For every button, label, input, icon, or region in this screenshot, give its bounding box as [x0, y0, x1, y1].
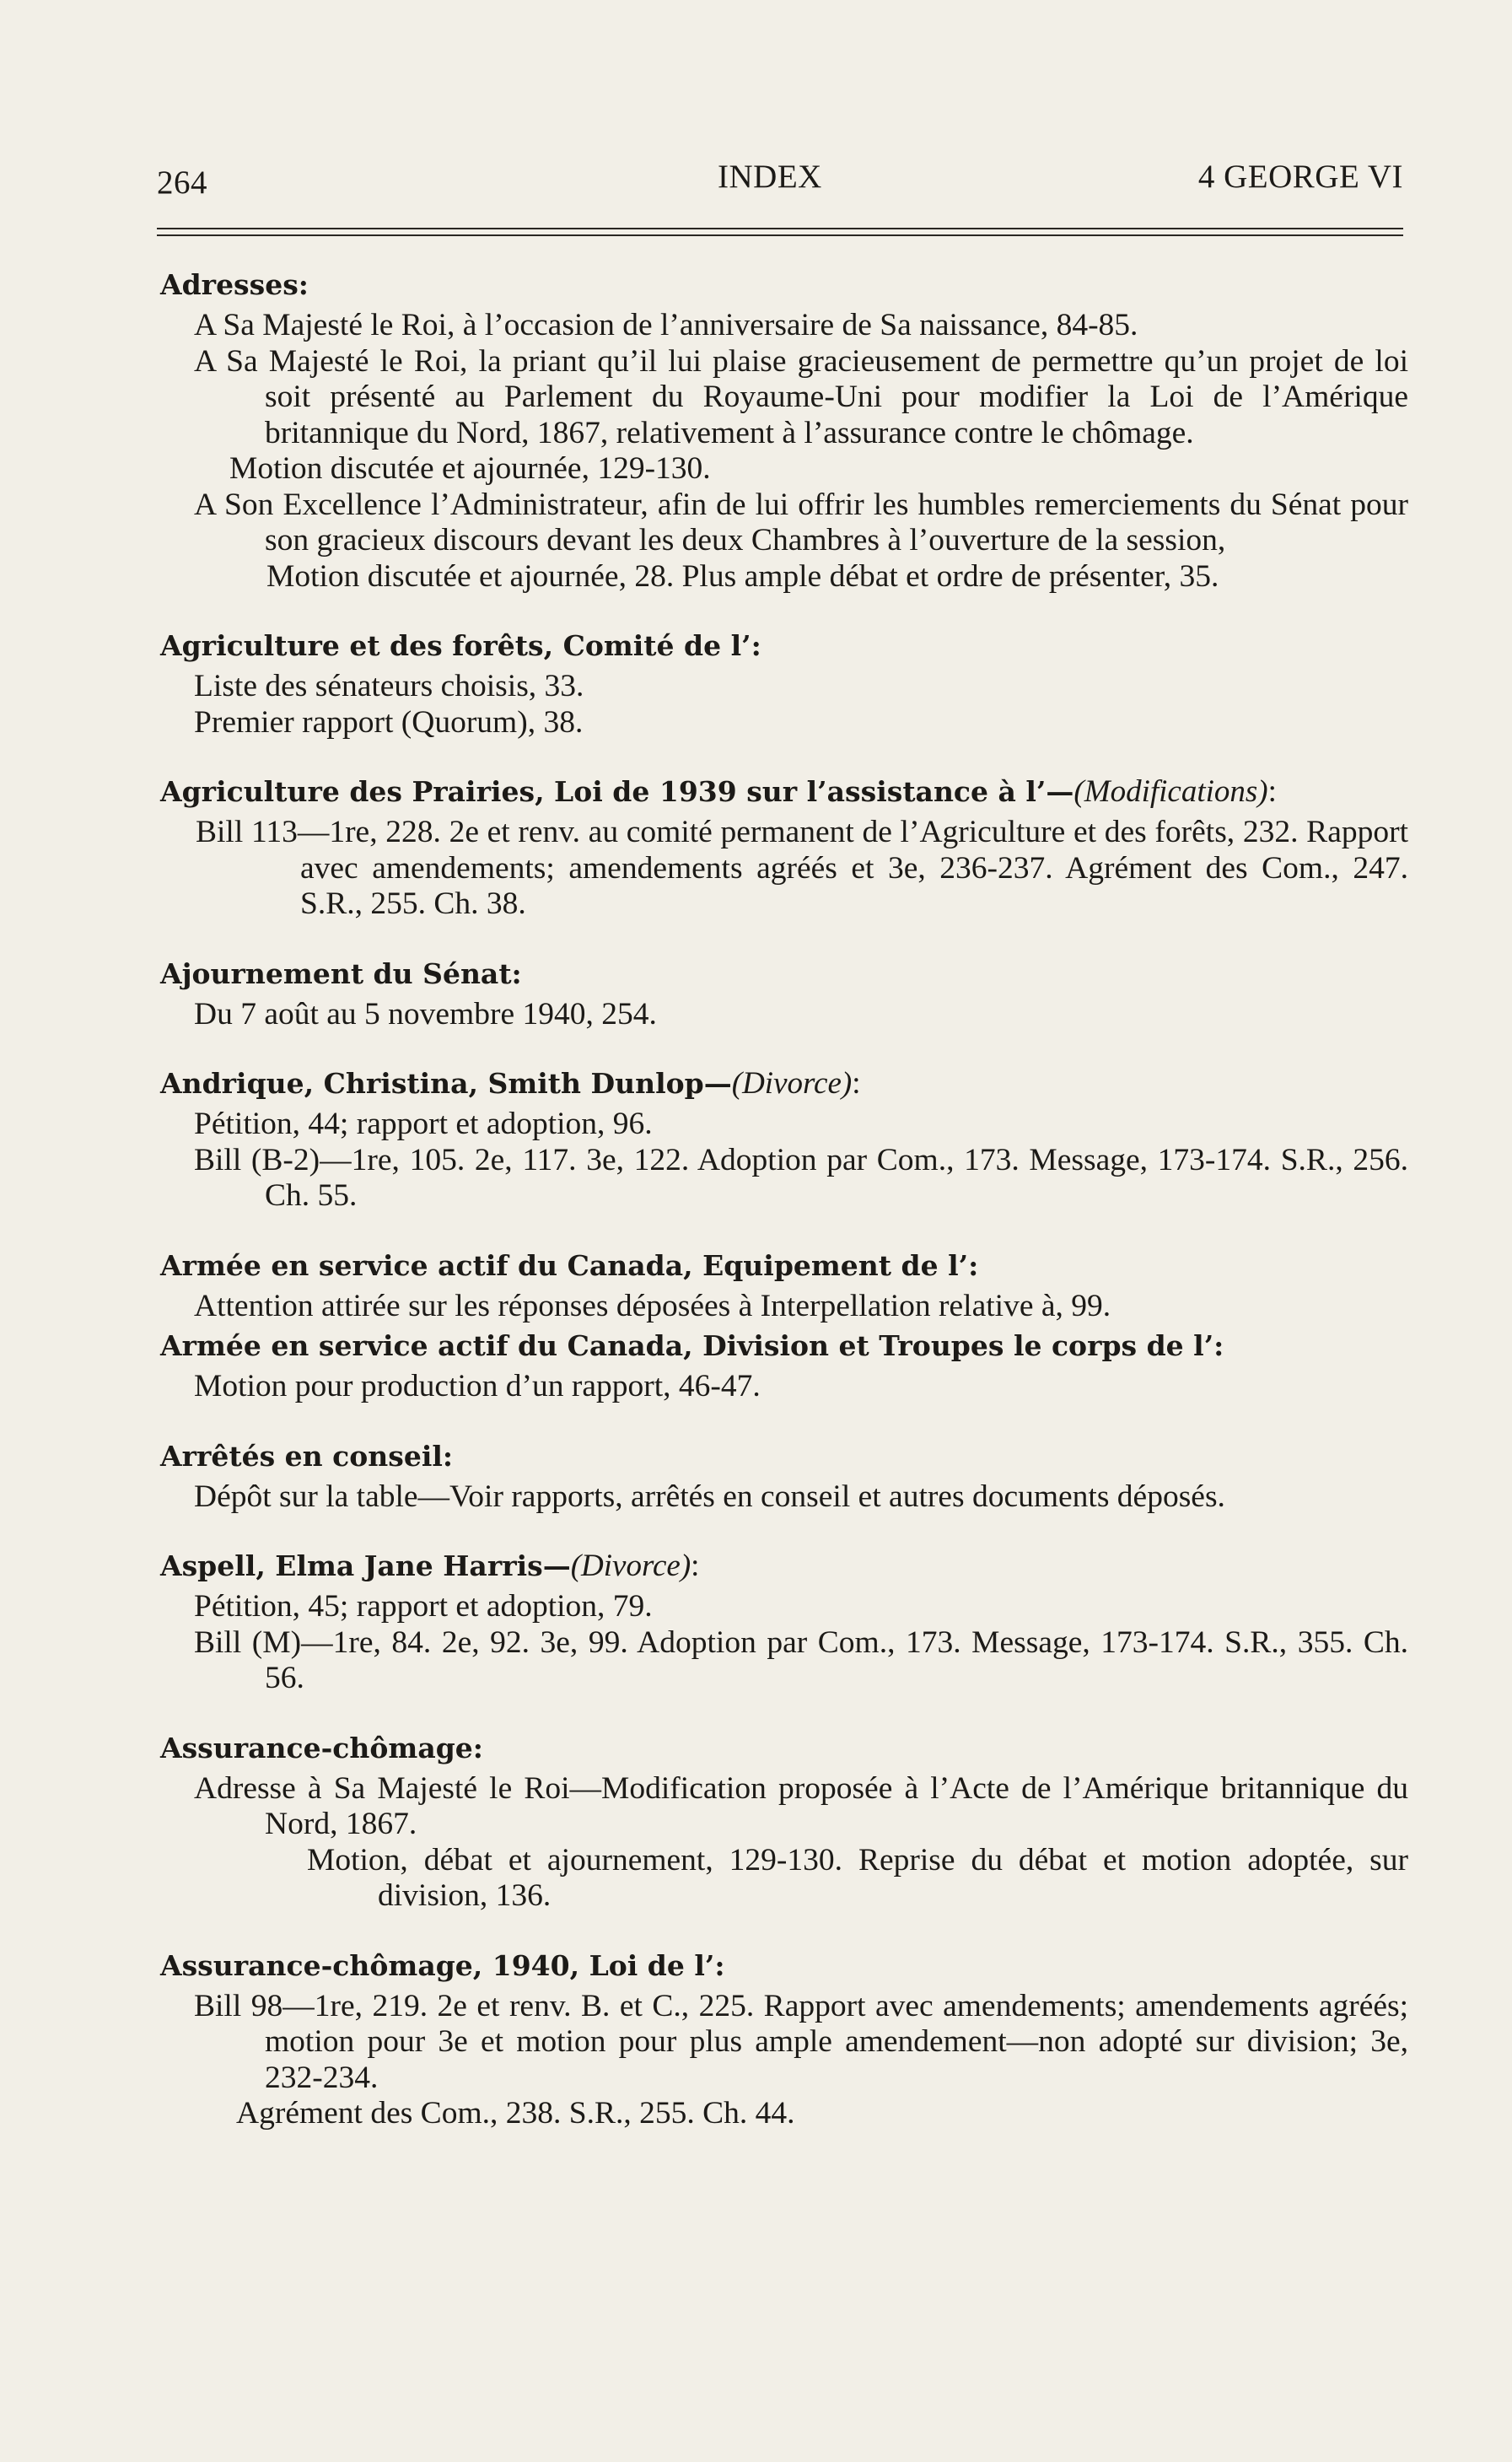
entry-heading: Ajournement du Sénat: — [160, 956, 522, 990]
entry-heading — [160, 1064, 1408, 1103]
entry-line: Attention attirée sur les réponses déposées à Interpellation relative à, 99. — [194, 1288, 1111, 1323]
entry-line: Bill 113—1re, 228. 2e et renv. au comité permanent de l’Agriculture et des forêts, 232. Rapport avec amendements; amendements agréés et 3e, 236-237. Agrément des Com., 247. S.R., 255. Ch. 38. — [196, 815, 1408, 921]
index-entry — [160, 627, 1408, 741]
entry-line: Liste des sénateurs choisis, 33. — [194, 669, 584, 703]
entry-line: Motion discutée et ajournée, 129-130. — [229, 451, 711, 486]
index-entry — [160, 1064, 1408, 1215]
entry-line: Adresse à Sa Majesté le Roi—Modification proposée à l’Acte de l’Amérique britannique du Nord, 1867. — [194, 1770, 1408, 1841]
entry-heading-text: Agriculture des Prairies, Loi de 1939 sur l’assistance à l’— — [160, 775, 1074, 808]
entry-line: Agrément des Com., 238. S.R., 255. Ch. 44. — [236, 2096, 795, 2131]
index-entry — [160, 1247, 1408, 1325]
index-entry — [160, 1327, 1408, 1405]
entry-line: Du 7 août au 5 novembre 1940, 254. — [194, 996, 657, 1032]
entry-line: Bill 98—1re, 219. 2e et renv. B. et C., 225. Rapport avec amendements; amendements agréés; motion pour 3e et motion pour plus ample amendement—non adopté sur division; 3e, 232-234. — [194, 1988, 1408, 2095]
entry-heading-qualifier: (Divorce) — [731, 1066, 853, 1101]
index-entry — [160, 1437, 1408, 1516]
entry-line: Pétition, 45; rapport et adoption, 79. — [194, 1589, 653, 1624]
running-header-right: 4 GEORGE VI — [1197, 159, 1403, 195]
index-entry — [160, 1947, 1408, 2132]
page-number: 264 — [157, 164, 207, 201]
entry-heading: Armée en service actif du Canada, Equipement de l’: — [160, 1248, 979, 1282]
entry-heading-qualifier: (Modifications) — [1073, 774, 1268, 809]
entry-heading — [160, 1547, 1408, 1586]
header-rule-top — [157, 228, 1403, 229]
entry-heading-qualifier: (Divorce) — [570, 1549, 691, 1583]
running-title: INDEX — [718, 159, 822, 195]
entry-line: Bill (B-2)—1re, 105. 2e, 117. 3e, 122. Adoption par Com., 173. Message, 173-174. S.R., 256. Ch. 55. — [194, 1142, 1408, 1213]
index-entry — [160, 266, 1408, 595]
entry-heading: Arrêtés en conseil: — [160, 1439, 454, 1473]
entry-heading-colon: : — [852, 1066, 861, 1101]
entry-line: Motion, débat et ajournement, 129-130. Reprise du débat et motion adoptée, sur division, 136. — [307, 1842, 1408, 1913]
entry-line: Premier rapport (Quorum), 38. — [194, 704, 584, 740]
entry-line: Bill (M)—1re, 84. 2e, 92. 3e, 99. Adoption par Com., 173. Message, 173-174. S.R., 355. Ch. 56. — [194, 1624, 1408, 1695]
entry-heading — [160, 773, 1408, 811]
index-entry — [160, 1729, 1408, 1915]
entry-line: Motion pour production d’un rapport, 46-47. — [194, 1369, 761, 1403]
entry-line: Dépôt sur la table—Voir rapports, arrêtés en conseil et autres documents déposés. — [194, 1479, 1225, 1514]
entry-heading: Assurance-chômage: — [160, 1731, 483, 1764]
entry-heading-colon: : — [691, 1549, 700, 1583]
index-entry — [160, 1547, 1408, 1697]
entry-heading: Agriculture et des forêts, Comité de l’: — [160, 629, 761, 662]
entry-line: Pétition, 44; rapport et adoption, 96. — [194, 1107, 653, 1141]
entry-heading-colon: : — [1267, 774, 1277, 809]
entry-heading-text: Andrique, Christina, Smith Dunlop— — [160, 1067, 732, 1100]
entry-heading: Adresses: — [160, 268, 309, 301]
running-header — [157, 154, 1403, 204]
index-body — [160, 266, 1408, 2164]
entry-heading: Assurance-chômage, 1940, Loi de l’: — [160, 1948, 725, 1982]
index-entry — [160, 955, 1408, 1033]
entry-line: Motion discutée et ajournée, 28. Plus ample débat et ordre de présenter, 35. — [266, 558, 1219, 594]
header-rule-bottom — [157, 234, 1403, 236]
entry-line: A Sa Majesté le Roi, la priant qu’il lui plaise gracieusement de permettre qu’un projet de loi soit présenté au Parlement du Royaume-Uni pour modifier la Loi de l’Amérique britannique du Nord, 1867, relativement à l’assurance contre le chômage. — [194, 343, 1408, 450]
entry-heading: Armée en service actif du Canada, Division et Troupes le corps de l’: — [160, 1329, 1224, 1362]
entry-line: A Son Excellence l’Administrateur, afin de lui offrir les humbles remerciements du Sénat pour son gracieux discours devant les deux Chambres à l’ouverture de la session, — [194, 487, 1408, 558]
entry-heading-text: Aspell, Elma Jane Harris— — [160, 1549, 571, 1582]
entry-line: A Sa Majesté le Roi, à l’occasion de l’anniversaire de Sa naissance, 84-85. — [194, 308, 1138, 342]
index-entry — [160, 773, 1408, 923]
